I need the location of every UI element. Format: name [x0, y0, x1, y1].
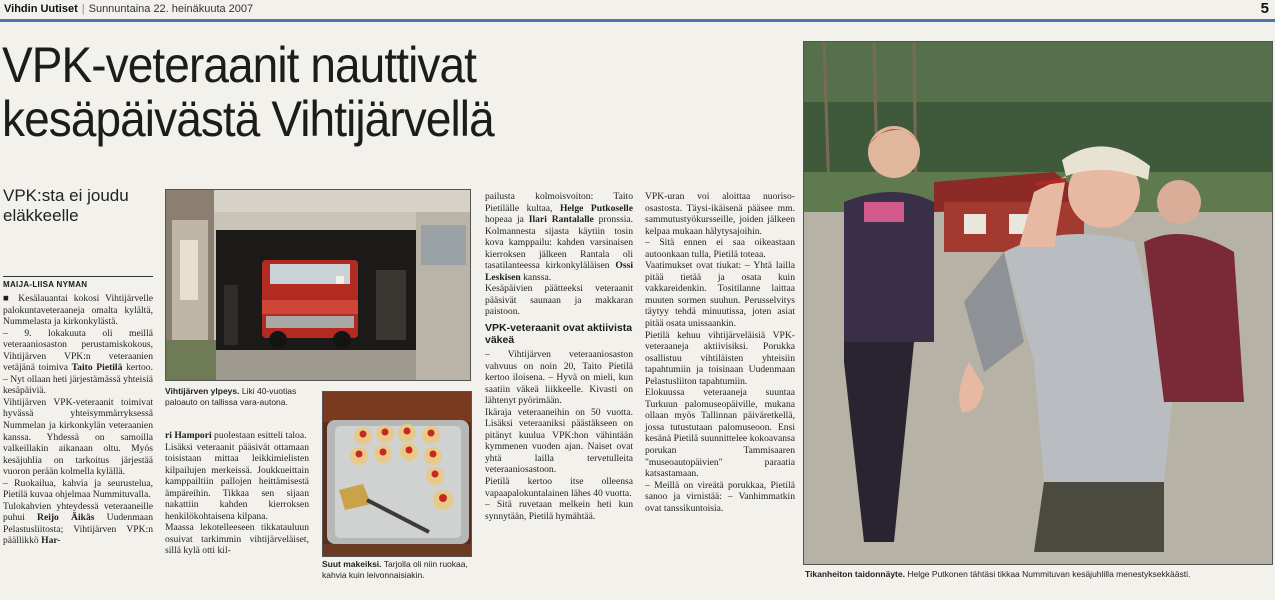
paragraph: ■ Kesälauantai kokosi Vihtijärvelle palokuntaveteraaneja omalta kylältä, Nummelasta ja kirkonkylästä.	[3, 293, 153, 328]
body-column-1	[3, 293, 153, 547]
page-header	[0, 0, 1275, 20]
body-column-3	[485, 191, 633, 522]
photo-dart-throwing	[803, 41, 1273, 565]
body-column-2	[165, 430, 309, 557]
person-name: Reijo Äikäs	[37, 512, 95, 524]
caption-fire-truck: Vihtijärven ylpeys. Liki 40-vuotias paloauto on tallissa vara-autona.	[165, 386, 297, 407]
paragraph: Vihtijärven VPK-veteraanit toimivat hyvässä yhteisymmärryksessä Nummelan ja kirkonkylän veteraanien kanssa. Yhdessä on samoilla valkeillakin aikanaan oltu. Myös kesäjuhlia on tarkoitus järjestää vuoron perään kolmella kylällä.	[3, 396, 153, 478]
byline: MAIJA-LIISA NYMAN	[3, 276, 153, 289]
paragraph: pailusta kolmoisvoiton: Taito Pietilälle kultaa, Helge Putkoselle hopeaa ja Ilari Rantalalle pronssia. Kolmannesta sijasta käytiin tosin kova kamppailu: kahden varsinaisen kierroksen jälkeen Rantala oli tasatilanteessa kirkonkyläläisen Ossi Leskisen kanssa.	[485, 191, 634, 283]
paragraph: Tulokahvien yhteydessä veteraaneille puhui Reijo Äikäs Uudenmaan Pelastusliitosta; Vihtijärven VPK:n päällikkö Har-	[3, 500, 153, 547]
page-number: 5	[1260, 0, 1269, 17]
paragraph: Elokuussa veteraaneja suuntaa Turkuun palomuseopäiville, mukana ollaan myös Tallinnan päiväretkellä, jossa tutustutaan palomuseoon. Ensi kesänä Pietilä suunnittelee kokoavansa porukan Tammisaaren "museoautopäivien" paraatia katsastamaan.	[645, 387, 795, 480]
paragraph: Lisäksi veteraanit pääsivät ottamaan toisistaan mittaa leikkimielisten kilpailujen merkeissä. Joukkueittain kamppailtiin pallojen heittämisestä ämpäreihin. Tikkaa sen sijaan nakattiin kahden kierroksen henkilökohtaisena kilpana.	[165, 441, 309, 522]
headline-line-2: kesäpäivästä Vihtijärvellä	[2, 91, 494, 147]
paragraph: – Sitä ruvetaan melkein heti kun synnytään, Pietilä hymähtää.	[485, 499, 633, 522]
paragraph: Pietilä kertoo itse olleensa vapaapalokuntalainen lähes 40 vuotta.	[485, 476, 633, 499]
body-column-4	[645, 191, 795, 514]
publication-name: Vihdin Uutiset	[4, 3, 78, 15]
caption-pastries: Suut makeiksi. Tarjolla oli niin ruokaa, kahvia kuin leivonnaisiakin.	[322, 559, 468, 580]
header-rule	[0, 19, 1275, 22]
person-name: Ilari Rantalalle	[528, 214, 594, 226]
caption-dart-throwing: Tikanheiton taidonnäyte. Helge Putkonen tähtäsi tikkaa Nummituvan kesäjuhlilla menestyksekkäästi.	[805, 569, 1191, 579]
paragraph: VPK-uran voi aloittaa nuoriso-osastosta. Täysi-ikäisenä pääsee mm. sammutustyökursseille, joiden jälkeen kelpaa mukaan hälytysajoihin.	[645, 191, 795, 237]
paragraph: Pietilä kehuu vihtijärveläisiä VPK-veteraaneja aktiivisiksi. Porukka osallistuu vihtiläisten yhteisiin tapahtumiin ja toisinaan Uudenmaan Pelastusliiton tapahtumiin.	[645, 329, 795, 387]
person-name: Ossi Leskisen	[485, 260, 633, 283]
paragraph: ri Hampori puolestaan esitteli taloa.	[165, 430, 307, 441]
paragraph: – Ruokailua, kahvia ja seurustelua, Pietilä kuvaa ohjelmaa Nummituvalla.	[3, 477, 153, 501]
paragraph: – 9. lokakuuta oli meillä veteraaniosaston perustamiskokous, Vihtijärven VPK:n veteraanien vetäjänä toimiva Taito Pietilä kertoo. – Nyt ollaan heti järjestämässä yhteisiä kesäpäiviä.	[3, 327, 153, 397]
issue-date: Sunnuntaina 22. heinäkuuta 2007	[88, 3, 254, 15]
photo-fire-truck	[165, 189, 471, 381]
section-subheading: VPK-veteraanit ovat aktiivista väkeä	[485, 322, 633, 347]
fire-truck-photo-illustration	[166, 190, 471, 381]
photo-pastries	[322, 391, 472, 557]
header-masthead: Vihdin Uutiset | Sunnuntaina 22. heinäkuuta 2007	[4, 3, 254, 15]
headline-line-1: VPK-veteraanit nauttivat	[2, 37, 476, 93]
paragraph: – Vihtijärven veteraaniosaston vahvuus on noin 20, Taito Pietilä kertoo iloisena. – Hyvä on mieli, kun saatiin väkeä liikkeelle. Kivasti on lähtenyt pyörimään.	[485, 349, 633, 407]
paragraph: Kesäpäivien päätteeksi veteraanit pääsivät saunaan ja makkaran paistoon.	[485, 283, 633, 318]
subheading: VPK:sta ei joudu eläkkeelle	[3, 186, 129, 225]
paragraph: Vaatimukset ovat tiukat: – Yhtä lailla pitää tietää ja osata kuin vakkareidenkin. Tositilanne laittaa muuten sormen suuhun. Perusselvitys täytyy tehdä minuutissa, joten asiat pitää osata unissaankin.	[645, 260, 795, 330]
paragraph: Ikäraja veteraaneihin on 50 vuotta. Lisäksi veteraaniksi päästäkseen on pitänyt kuulua VPK:hon vähintään kymmenen vuoden ajan. Naiset ovat yhtä lailla tervetulleita veteraaniosastoon.	[485, 406, 633, 476]
headline	[2, 38, 729, 146]
person-name: Taito Pietilä	[71, 362, 123, 374]
person-name: Har-	[41, 535, 61, 547]
person-name: ri Hampori	[165, 430, 212, 441]
paragraph: – Sitä ennen ei saa oikeastaan autoonkaan tulla, Pietilä toteaa.	[645, 237, 795, 260]
paragraph: – Meillä on vireätä porukkaa, Pietilä sanoo ja virnistää: – Vanhimmatkin ovat tanssikuntoisia.	[645, 479, 795, 514]
person-name: Helge Putkoselle	[559, 202, 633, 214]
paragraph: Maassa lekotelleeseen tikkatauluun osuivat tarkimmin vihtijärveläiset, sillä kylä otti kil-	[165, 522, 309, 557]
dart-throwing-photo-illustration	[804, 42, 1273, 565]
pastries-photo-illustration	[323, 392, 472, 557]
